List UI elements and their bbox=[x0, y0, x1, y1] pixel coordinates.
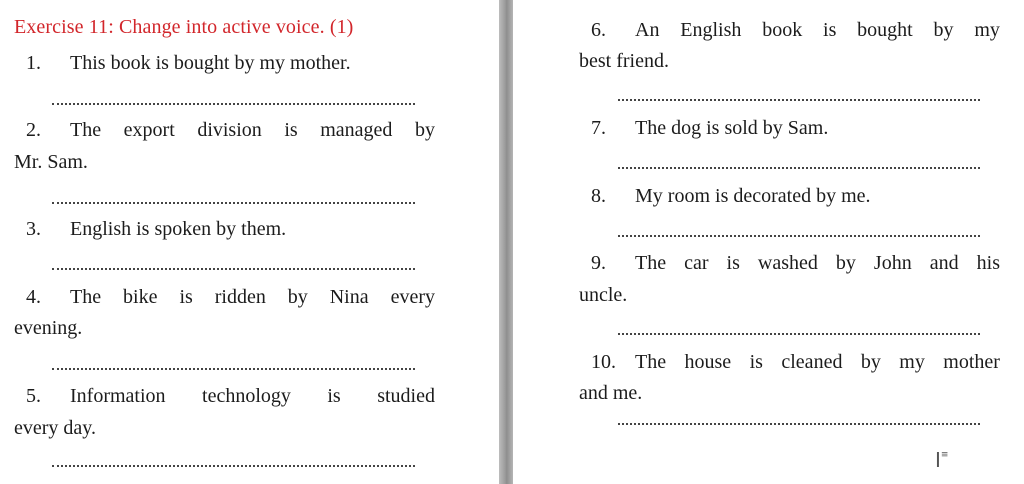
sentence-word: his bbox=[976, 252, 1000, 274]
sentence-word: by bbox=[216, 218, 237, 240]
item-number: 7. bbox=[591, 117, 606, 139]
sentence-word: technology bbox=[202, 385, 291, 407]
sentence-word: car bbox=[684, 252, 709, 274]
sentence-word: Sam. bbox=[787, 117, 829, 139]
sentence-word: The bbox=[635, 252, 667, 274]
sentence-word: The bbox=[635, 351, 667, 373]
item-number: 4. bbox=[26, 286, 41, 308]
item-line-1 bbox=[591, 184, 871, 208]
item-sentence bbox=[635, 251, 1000, 275]
sentence-word: managed bbox=[320, 119, 393, 141]
answer-blank-line[interactable] bbox=[52, 202, 415, 204]
item-sentence bbox=[635, 117, 828, 139]
item-line-1 bbox=[26, 384, 435, 408]
answer-blank-line[interactable] bbox=[52, 465, 415, 467]
sentence-word: is bbox=[179, 286, 193, 308]
exercise-title: Exercise 11: Change into active voice. (1) bbox=[14, 16, 354, 38]
sentence-word: is bbox=[136, 218, 150, 240]
sentence-word: bought bbox=[857, 19, 913, 41]
sentence-word: my bbox=[899, 351, 925, 373]
item-number: 9. bbox=[591, 252, 606, 274]
item-line-1 bbox=[26, 217, 286, 241]
item-number: 8. bbox=[591, 185, 606, 207]
item-number: 2. bbox=[26, 119, 41, 141]
sentence-word: book bbox=[110, 52, 151, 74]
sentence-word: is bbox=[706, 117, 720, 139]
item-line-1 bbox=[591, 116, 828, 140]
sentence-word: my bbox=[259, 52, 286, 74]
sentence-word: by bbox=[860, 351, 881, 373]
sentence-word: by bbox=[933, 19, 954, 41]
answer-blank-line[interactable] bbox=[618, 235, 980, 237]
item-line-2: Mr. Sam. bbox=[14, 151, 88, 173]
sentence-word: export bbox=[123, 119, 175, 141]
sentence-word: me. bbox=[841, 185, 871, 207]
sentence-word: by bbox=[835, 252, 856, 274]
item-number: 1. bbox=[26, 52, 41, 74]
item-line-2: and me. bbox=[579, 382, 643, 404]
item-sentence bbox=[70, 52, 351, 74]
sentence-word: The bbox=[70, 119, 102, 141]
sentence-word: bike bbox=[123, 286, 158, 308]
sentence-word: decorated bbox=[733, 185, 812, 207]
answer-blank-line[interactable] bbox=[618, 167, 980, 169]
sentence-word: bought bbox=[173, 52, 230, 74]
sentence-word: cleaned bbox=[781, 351, 843, 373]
item-line-1 bbox=[591, 18, 1000, 42]
sentence-word: sold bbox=[724, 117, 758, 139]
item-sentence bbox=[635, 185, 871, 207]
sentence-word: my bbox=[974, 19, 1000, 41]
sentence-word: The bbox=[635, 117, 667, 139]
sentence-word: is bbox=[823, 19, 837, 41]
sentence-word: English bbox=[70, 218, 132, 240]
sentence-word: John bbox=[873, 252, 912, 274]
item-line-1 bbox=[591, 350, 1000, 374]
sentence-word: and bbox=[929, 252, 959, 274]
sentence-word: washed bbox=[757, 252, 818, 274]
sentence-word: spoken bbox=[154, 218, 212, 240]
sentence-word: The bbox=[70, 286, 102, 308]
item-number: 3. bbox=[26, 218, 41, 240]
sentence-word: by bbox=[414, 119, 435, 141]
answer-blank-line[interactable] bbox=[618, 423, 980, 425]
answer-blank-line[interactable] bbox=[52, 368, 415, 370]
answer-blank-line[interactable] bbox=[618, 99, 980, 101]
sentence-word: Nina bbox=[329, 286, 369, 308]
sentence-word: is bbox=[749, 351, 763, 373]
sentence-word: by bbox=[762, 117, 783, 139]
sentence-word: division bbox=[197, 119, 262, 141]
sentence-word: by bbox=[287, 286, 308, 308]
item-line-1 bbox=[26, 285, 435, 309]
sentence-word: ridden bbox=[214, 286, 266, 308]
sentence-word: book bbox=[762, 19, 803, 41]
item-line-1 bbox=[591, 251, 1000, 275]
item-sentence bbox=[635, 18, 1000, 42]
item-sentence bbox=[70, 285, 435, 309]
item-line-2: every day. bbox=[14, 417, 96, 439]
item-line-1 bbox=[26, 51, 351, 75]
sentence-word: mother. bbox=[290, 52, 351, 74]
sentence-word: An bbox=[635, 19, 660, 41]
sentence-word: is bbox=[715, 185, 729, 207]
text-cursor-icon: I≡ bbox=[935, 448, 949, 472]
page-gutter bbox=[499, 0, 513, 484]
sentence-word: This bbox=[70, 52, 106, 74]
item-line-2: uncle. bbox=[579, 284, 628, 306]
item-number: 5. bbox=[26, 385, 41, 407]
sentence-word: mother bbox=[943, 351, 1000, 373]
item-line-2: evening. bbox=[14, 317, 83, 339]
item-sentence bbox=[70, 218, 286, 240]
sentence-word: by bbox=[234, 52, 255, 74]
sentence-word: Information bbox=[70, 385, 166, 407]
sentence-word: every bbox=[390, 286, 435, 308]
sentence-word: My bbox=[635, 185, 663, 207]
answer-blank-line[interactable] bbox=[618, 333, 980, 335]
item-sentence bbox=[635, 350, 1000, 374]
item-number: 10. bbox=[591, 351, 616, 373]
sentence-word: is bbox=[284, 119, 298, 141]
item-line-1 bbox=[26, 118, 435, 142]
sentence-word: house bbox=[684, 351, 732, 373]
item-sentence bbox=[70, 384, 435, 408]
sentence-word: is bbox=[155, 52, 169, 74]
sentence-word: is bbox=[327, 385, 341, 407]
item-line-2: best friend. bbox=[579, 50, 669, 72]
sentence-word: them. bbox=[241, 218, 287, 240]
sentence-word: by bbox=[816, 185, 837, 207]
sentence-word: English bbox=[680, 19, 742, 41]
answer-blank-line[interactable] bbox=[52, 103, 415, 105]
item-number: 6. bbox=[591, 19, 606, 41]
sentence-word: studied bbox=[377, 385, 435, 407]
sentence-word: dog bbox=[671, 117, 702, 139]
sentence-word: is bbox=[726, 252, 740, 274]
sentence-word: room bbox=[667, 185, 711, 207]
item-sentence bbox=[70, 118, 435, 142]
answer-blank-line[interactable] bbox=[52, 268, 415, 270]
